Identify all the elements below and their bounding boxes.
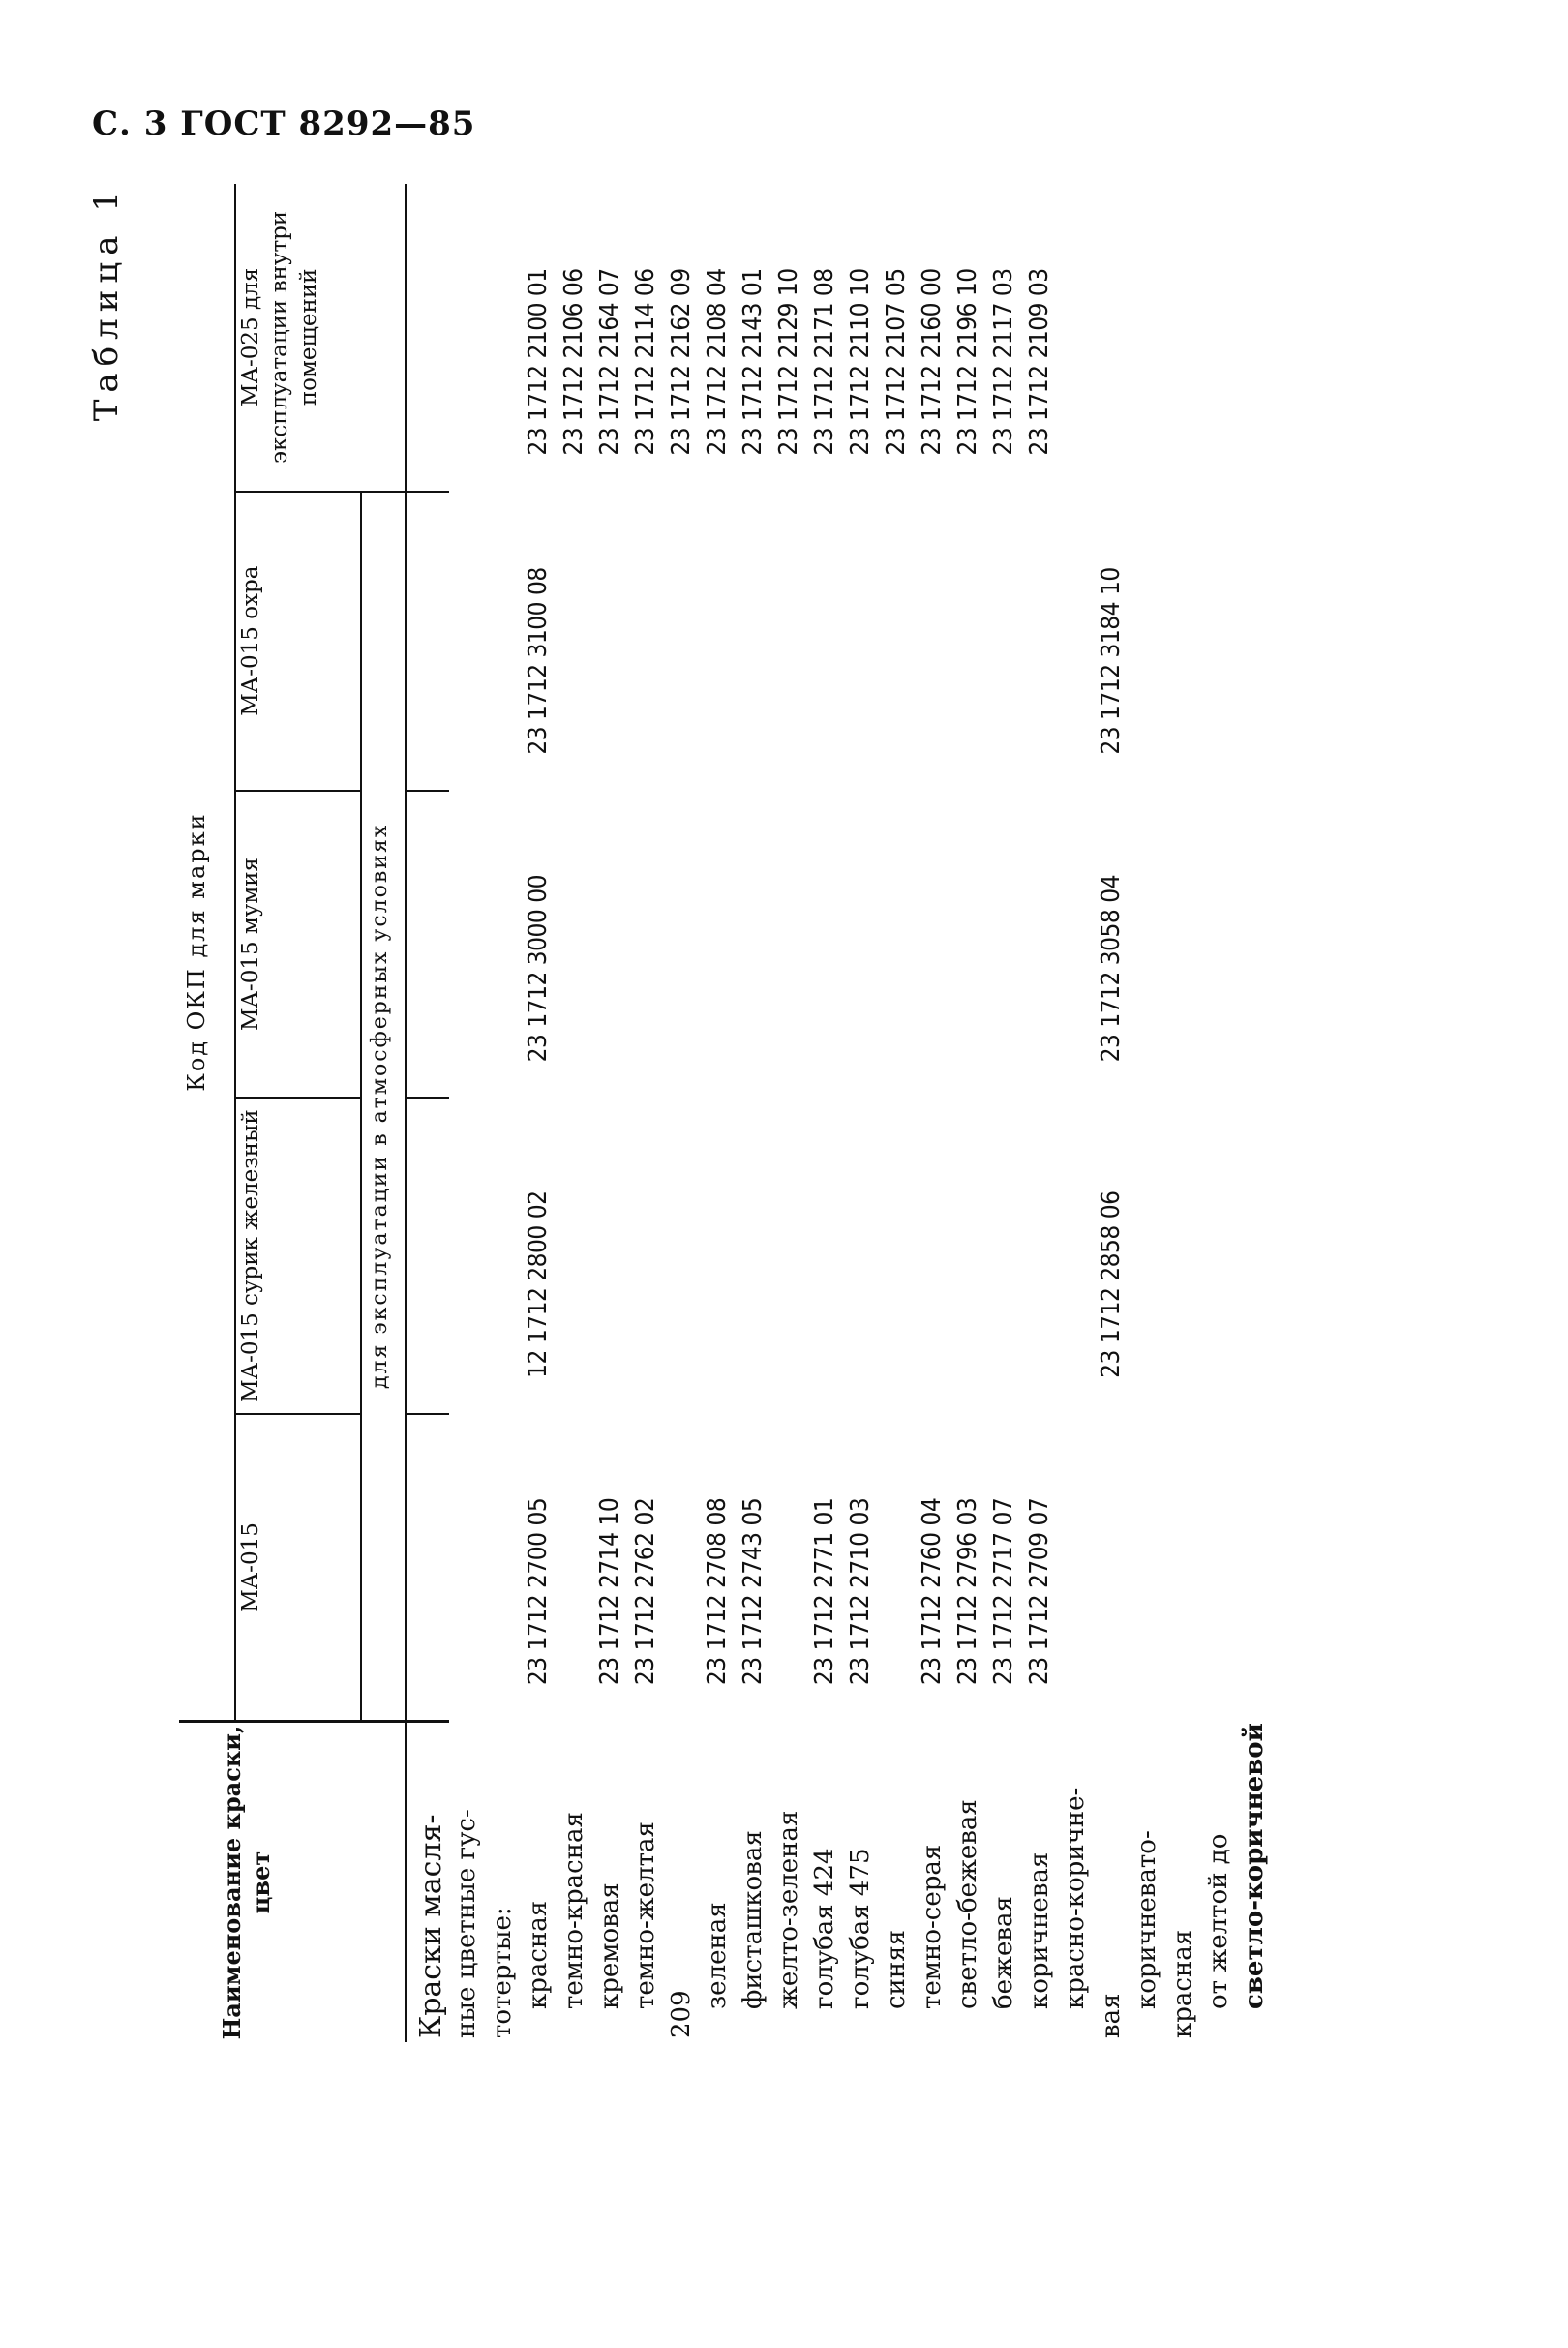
row-name: светло-бежевая: [952, 1799, 982, 2009]
okp-code-cell: 23 1712 3184 10: [1096, 567, 1126, 755]
okp-code-cell: 23 1712 2762 02: [630, 1497, 660, 1686]
okp-code-cell: [1165, 792, 1201, 1063]
okp-code-cell: 23 1712 2710 03: [845, 1497, 875, 1686]
row-name: зеленая: [702, 1902, 732, 2009]
okp-code-cell: [1022, 792, 1058, 1063]
okp-code-cell: [1237, 493, 1273, 755]
okp-code-cell: [592, 493, 628, 755]
okp-code-cell: 23 1712 2717 07: [988, 1497, 1018, 1686]
column-header-okp: Код ОКП для марки: [179, 184, 235, 1722]
okp-code-cell: [700, 1099, 736, 1377]
page-header: С. 3 ГОСТ 8292—85: [92, 105, 476, 143]
column-header-grade-indoor: МА-025 для эксплуатации внутри помещений: [235, 184, 406, 492]
okp-code-cell: [1058, 1099, 1094, 1377]
okp-code-cell: 23 1712 2771 01: [809, 1497, 839, 1686]
okp-code-cell: [879, 493, 915, 755]
column-header-name: Наименование краски, цвет: [179, 1722, 406, 2042]
okp-code-cell: [413, 493, 449, 755]
column-header-grade: МА-015 охра: [235, 492, 361, 791]
okp-code-cell: [1130, 792, 1165, 1063]
okp-code-cell: [413, 184, 449, 456]
okp-code-cell: [771, 792, 807, 1063]
okp-code-cell: [628, 1099, 664, 1377]
okp-code-cell: [1237, 792, 1273, 1063]
codes-column-ma015-ohra: [406, 492, 1126, 791]
okp-code-cell: 23 1712 2708 08: [702, 1497, 732, 1686]
okp-code-cell: [807, 493, 843, 755]
okp-code-cell: [449, 493, 485, 755]
table-caption: Таблица 1: [87, 184, 126, 422]
okp-code-cell: [879, 792, 915, 1063]
okp-code-cell: 23 1712 2114 06: [630, 268, 660, 456]
okp-code-cell: [664, 1099, 700, 1377]
row-name: красная: [523, 1900, 553, 2009]
okp-code-cell: [1165, 1099, 1201, 1377]
okp-code-cell: [1022, 493, 1058, 755]
okp-code-cell: [1058, 184, 1094, 456]
okp-code-cell: [1130, 1415, 1165, 1685]
okp-code-table: [179, 184, 1269, 2042]
okp-code-cell: [413, 1099, 449, 1377]
okp-code-cell: 23 1712 2117 03: [988, 268, 1018, 456]
row-name: желто-зеленая: [773, 1810, 803, 2009]
okp-code-cell: [950, 792, 986, 1063]
table-container: [179, 184, 1269, 2042]
okp-code-cell: [1201, 184, 1237, 456]
row-name: светло-коричневой: [1239, 1723, 1269, 2009]
okp-code-cell: [664, 1415, 700, 1685]
okp-code-cell: [771, 1099, 807, 1377]
okp-code-cell: [736, 1099, 771, 1377]
okp-code-cell: 23 1712 2107 05: [881, 268, 911, 456]
okp-code-cell: [557, 493, 592, 755]
okp-code-cell: 23 1712 2108 04: [702, 268, 732, 456]
okp-code-cell: [1094, 184, 1130, 456]
okp-code-cell: 23 1712 2796 03: [952, 1497, 982, 1686]
okp-code-cell: [807, 1099, 843, 1377]
okp-code-cell: [1237, 1099, 1273, 1377]
okp-code-cell: 23 1712 2709 07: [1024, 1497, 1054, 1686]
okp-code-cell: [700, 792, 736, 1063]
row-name: синяя: [881, 1929, 911, 2009]
row-name: голубая 475: [845, 1848, 875, 2009]
okp-code-cell: [485, 1099, 521, 1377]
okp-code-cell: [1130, 184, 1165, 456]
okp-code-cell: [950, 493, 986, 755]
okp-code-cell: 23 1712 2760 04: [917, 1497, 947, 1686]
okp-code-cell: 23 1712 2743 05: [738, 1497, 768, 1686]
okp-code-cell: [1201, 1415, 1237, 1685]
row-name: темно-серая: [917, 1844, 947, 2009]
row-name: бежевая: [988, 1896, 1018, 2009]
codes-column-ma015-mumia: [406, 791, 1126, 1099]
row-name: голубая 424: [809, 1848, 839, 2009]
okp-code-cell: [1130, 493, 1165, 755]
row-name: от желтой до: [1203, 1833, 1233, 2009]
row-name: фисташковая: [738, 1830, 768, 2009]
okp-code-cell: [1165, 493, 1201, 755]
okp-code-cell: 23 1712 3100 08: [523, 567, 553, 755]
okp-code-cell: [592, 1099, 628, 1377]
row-name: тотертые:: [487, 1907, 517, 2038]
okp-code-cell: [1237, 1415, 1273, 1685]
row-name: темно-красная: [558, 1812, 588, 2009]
okp-code-cell: [485, 493, 521, 755]
okp-code-cell: [843, 1099, 879, 1377]
okp-code-cell: [1130, 1099, 1165, 1377]
row-name: коричневая: [1024, 1851, 1054, 2009]
column-header-outdoor: для эксплуатации в атмосферных условиях: [361, 492, 406, 1722]
okp-code-cell: [449, 184, 485, 456]
okp-code-cell: 12 1712 2800 02: [523, 1190, 553, 1378]
okp-code-cell: [915, 493, 950, 755]
codes-column-ma015-surik: [406, 1098, 1126, 1413]
row-name: красная: [1167, 1929, 1197, 2038]
okp-code-cell: [736, 792, 771, 1063]
okp-code-cell: [1058, 1415, 1094, 1685]
okp-code-cell: [628, 493, 664, 755]
okp-code-cell: [1094, 1415, 1130, 1685]
okp-code-cell: [664, 493, 700, 755]
row-name: ные цветные гус-: [451, 1809, 481, 2038]
row-name: коричневато-: [1131, 1830, 1161, 2009]
okp-code-cell: [700, 493, 736, 755]
okp-code-cell: 23 1712 2164 07: [594, 268, 624, 456]
okp-code-cell: [771, 1415, 807, 1685]
okp-code-cell: 23 1712 2160 00: [917, 268, 947, 456]
row-names-column: [406, 1722, 1269, 2042]
column-header-grade: МА-015 сурик железный: [235, 1098, 361, 1413]
okp-code-cell: [449, 792, 485, 1063]
okp-code-cell: [485, 792, 521, 1063]
okp-code-cell: 23 1712 2700 05: [523, 1497, 553, 1686]
okp-code-cell: [413, 1415, 449, 1685]
okp-code-cell: [485, 184, 521, 456]
okp-code-cell: 23 1712 2858 06: [1096, 1190, 1126, 1378]
okp-code-cell: [557, 792, 592, 1063]
okp-code-cell: [1237, 184, 1273, 456]
okp-code-cell: [449, 1099, 485, 1377]
okp-code-cell: [1058, 792, 1094, 1063]
okp-code-cell: [1165, 1415, 1201, 1685]
okp-code-cell: [592, 792, 628, 1063]
okp-code-cell: [1058, 493, 1094, 755]
okp-code-cell: [771, 493, 807, 755]
okp-code-cell: 23 1712 2110 10: [845, 268, 875, 456]
row-name: кремовая: [594, 1882, 624, 2009]
okp-code-cell: [843, 493, 879, 755]
row-name: вая: [1096, 1993, 1126, 2038]
okp-code-cell: [1201, 1099, 1237, 1377]
okp-code-cell: [986, 792, 1022, 1063]
okp-code-cell: [485, 1415, 521, 1685]
okp-code-cell: [628, 792, 664, 1063]
okp-code-cell: [1201, 493, 1237, 755]
okp-code-cell: 23 1712 2196 10: [952, 268, 982, 456]
okp-code-cell: 23 1712 3000 00: [523, 875, 553, 1063]
okp-code-cell: [1201, 792, 1237, 1063]
row-name: красно-коричне-: [1060, 1787, 1090, 2009]
okp-code-cell: [1022, 1099, 1058, 1377]
codes-column-ma015: [406, 1414, 1054, 1722]
okp-code-cell: [843, 792, 879, 1063]
okp-code-cell: [915, 792, 950, 1063]
okp-code-cell: [557, 1099, 592, 1377]
row-name: 209: [666, 1990, 696, 2038]
okp-code-cell: [557, 1415, 592, 1685]
okp-code-cell: 23 1712 2129 10: [773, 268, 803, 456]
column-header-grade: МА-015: [235, 1414, 361, 1722]
okp-code-cell: [449, 1415, 485, 1685]
okp-code-cell: [664, 792, 700, 1063]
okp-code-cell: 23 1712 2143 01: [738, 268, 768, 456]
column-header-grade: МА-015 мумия: [235, 791, 361, 1099]
okp-code-cell: [879, 1099, 915, 1377]
okp-code-cell: [950, 1099, 986, 1377]
okp-code-cell: [986, 493, 1022, 755]
okp-code-cell: [986, 1099, 1022, 1377]
okp-code-cell: [915, 1099, 950, 1377]
okp-code-cell: 23 1712 2109 03: [1024, 268, 1054, 456]
okp-code-cell: [1165, 184, 1201, 456]
okp-code-cell: [736, 493, 771, 755]
okp-code-cell: 23 1712 3058 04: [1096, 875, 1126, 1063]
okp-code-cell: 23 1712 2106 06: [558, 268, 588, 456]
okp-code-cell: 23 1712 2162 09: [666, 268, 696, 456]
codes-column-ma025: [406, 184, 1054, 492]
okp-code-cell: [807, 792, 843, 1063]
row-name: темно-желтая: [630, 1821, 660, 2009]
okp-code-cell: 23 1712 2714 10: [594, 1497, 624, 1686]
okp-code-cell: 23 1712 2100 01: [523, 268, 553, 456]
rotated-table-page: [87, 145, 1452, 2081]
row-name: Краски масля-: [413, 1814, 448, 2038]
okp-code-cell: 23 1712 2171 08: [809, 268, 839, 456]
okp-code-cell: [879, 1415, 915, 1685]
okp-code-cell: [413, 792, 449, 1063]
